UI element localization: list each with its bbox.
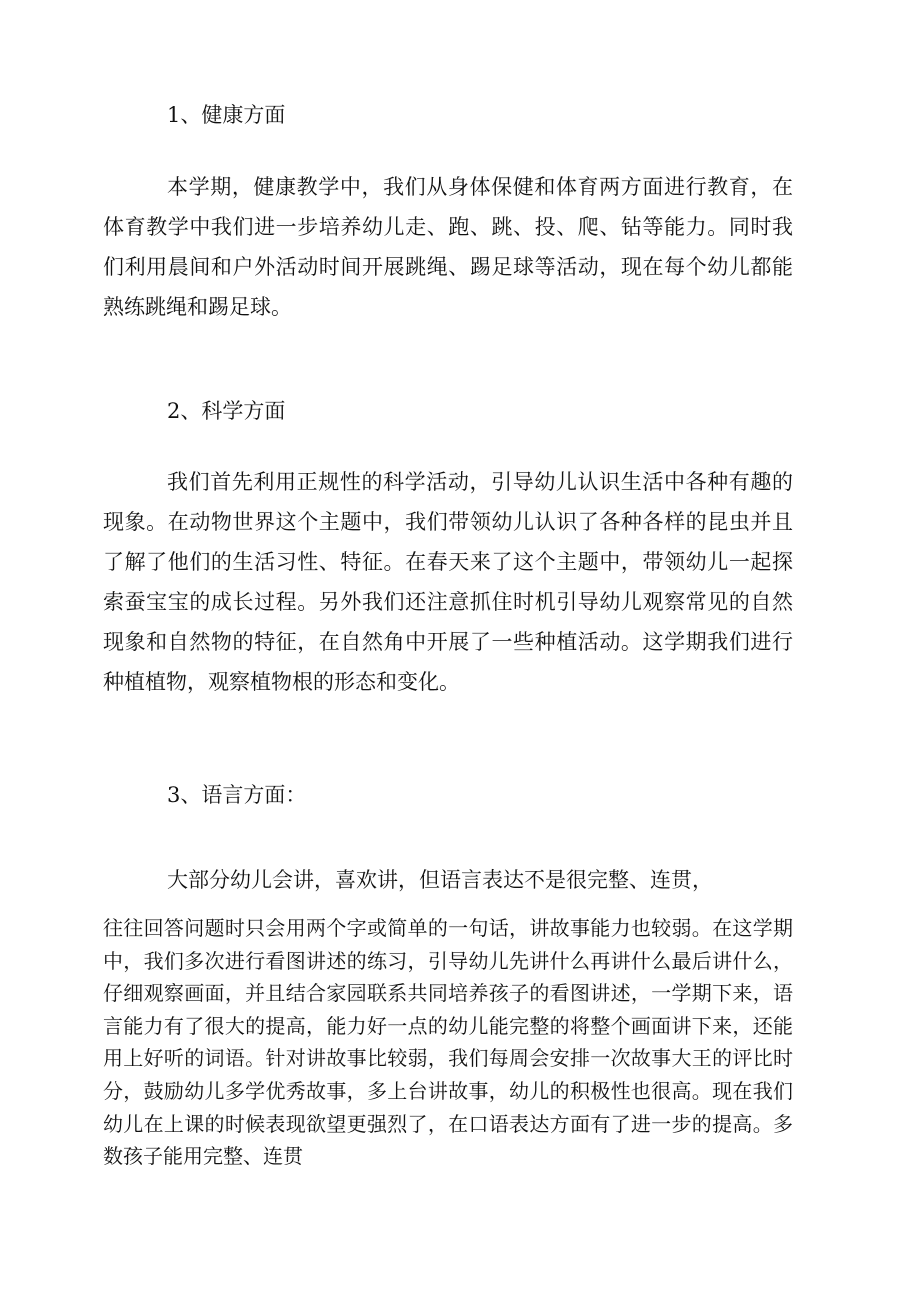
- paragraph-science: 我们首先利用正规性的科学活动，引导幼儿认识生活中各种有趣的现象。在动物世界这个主题中，我们带领幼儿认识了各种各样的昆虫并且了解了他们的生活习性、特征。在春天来了这个主题中，带领幼儿一起探索蚕宝宝的成长过程。另外我们还注意抓住时机引导幼儿观察常见的自然现象和自然物的特征，在自然角中开展了一些种植活动。这学期我们进行种植植物，观察植物根的形态和变化。: [103, 470, 793, 694]
- paragraph-language-lead: 大部分幼儿会讲，喜欢讲，但语言表达不是很完整、连贯，: [167, 868, 713, 892]
- paragraph-language-body: 往往回答问题时只会用两个字或简单的一句话，讲故事能力也较弱。在这学期中，我们多次进行看图讲述的练习，引导幼儿先讲什么再讲什么最后讲什么，仔细观察画面，并且结合家园联系共同培养孩子的看图讲述，一学期下来，语言能力有了很大的提高，能力好一点的幼儿能完整的将整个画面讲下来，还能用上好听的词语。针对讲故事比较弱，我们每周会安排一次故事大王的评比时分，鼓励幼儿多学优秀故事，多上台讲故事，幼儿的积极性也很高。现在我们幼儿在上课的时候表现欲望更强烈了，在口语表达方面有了进一步的提高。多数孩子能用完整、连贯: [103, 916, 793, 1169]
- section-heading-language: 3、语言方面：: [167, 783, 307, 807]
- paragraph-health: 本学期，健康教学中，我们从身体保健和体育两方面进行教育，在体育教学中我们进一步培养幼儿走、跑、跳、投、爬、钻等能力。同时我们利用晨间和户外活动时间开展跳绳、踢足球等活动，现在每个幼儿都能熟练跳绳和踢足球。: [103, 175, 793, 319]
- section-heading-health: 1、健康方面: [167, 103, 286, 127]
- section-heading-science: 2、科学方面: [167, 399, 286, 423]
